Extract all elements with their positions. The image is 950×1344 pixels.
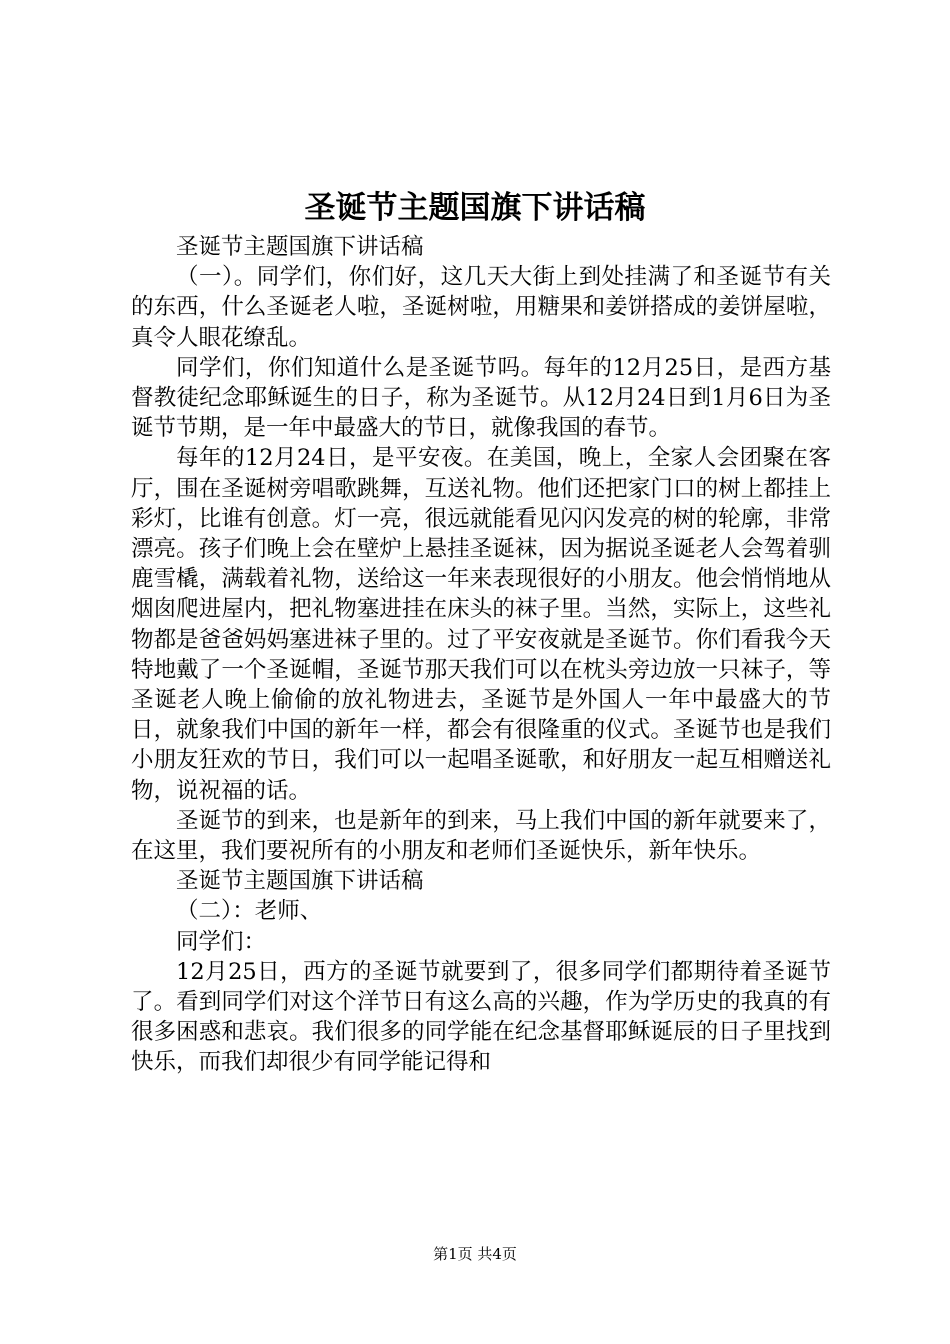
paragraph: 每年的12月24日，是平安夜。在美国，晚上，全家人会团聚在客厅，围在圣诞树旁唱歌跳舞，互送礼物。他们还把家门口的树上都挂上彩灯，比谁有创意。灯一亮，很远就能看见闪闪发亮的树的轮廓，非常漂亮。孩子们晚上会在壁炉上悬挂圣诞袜，因为据说圣诞老人会驾着驯鹿雪橇，满载着礼物，送给这一年来表现很好的小朋友。他会悄悄地从烟囱爬进屋内，把礼物塞进挂在床头的袜子里。当然，实际上，这些礼物都是爸爸妈妈塞进袜子里的。过了平安夜就是圣诞节。你们看我今天特地戴了一个圣诞帽，圣诞节那天我们可以在枕头旁边放一只袜子，等圣诞老人晚上偷偷的放礼物进去，圣诞节是外国人一年中最盛大的节日，就象我们中国的新年一样，都会有很隆重的仪式。圣诞节也是我们小朋友狂欢的节日，我们可以一起唱圣诞歌，和好朋友一起互相赠送礼物，说祝福的话。 — [131, 445, 831, 804]
paragraph-heading-2: 圣诞节主题国旗下讲话稿 — [176, 868, 424, 895]
paragraph: 圣诞节的到来，也是新年的到来，马上我们中国的新年就要来了，在这里，我们要祝所有的小朋友和老师们圣诞快乐，新年快乐。 — [131, 807, 831, 865]
paragraph: 12月25日，西方的圣诞节就要到了，很多同学们都期待着圣诞节了。看到同学们对这个洋节日有这么高的兴趣，作为学历史的我真的有很多困惑和悲哀。我们很多的同学能在纪念基督耶稣诞辰的日子里找到快乐，而我们却很少有同学能记得和 — [131, 958, 831, 1076]
paragraph: （二）：老师、 — [176, 898, 323, 925]
page-footer: 第1页 共4页 — [433, 1245, 517, 1263]
paragraph: 同学们，你们知道什么是圣诞节吗。每年的12月25日，是西方基督教徒纪念耶稣诞生的日子，称为圣诞节。从12月24日到1月6日为圣诞节节期，是一年中最盛大的节日，就像我国的春节。 — [131, 354, 831, 442]
paragraph: 同学们： — [176, 928, 267, 955]
document-body — [131, 232, 831, 1078]
paragraph: （一）。同学们，你们好，这几天大街上到处挂满了和圣诞节有关的东西，什么圣诞老人啦，圣诞树啦，用糖果和姜饼搭成的姜饼屋啦，真令人眼花缭乱。 — [131, 264, 831, 351]
paragraph-heading-1: 圣诞节主题国旗下讲话稿 — [176, 234, 424, 260]
document-title: 圣诞节主题国旗下讲话稿 — [304, 190, 646, 226]
